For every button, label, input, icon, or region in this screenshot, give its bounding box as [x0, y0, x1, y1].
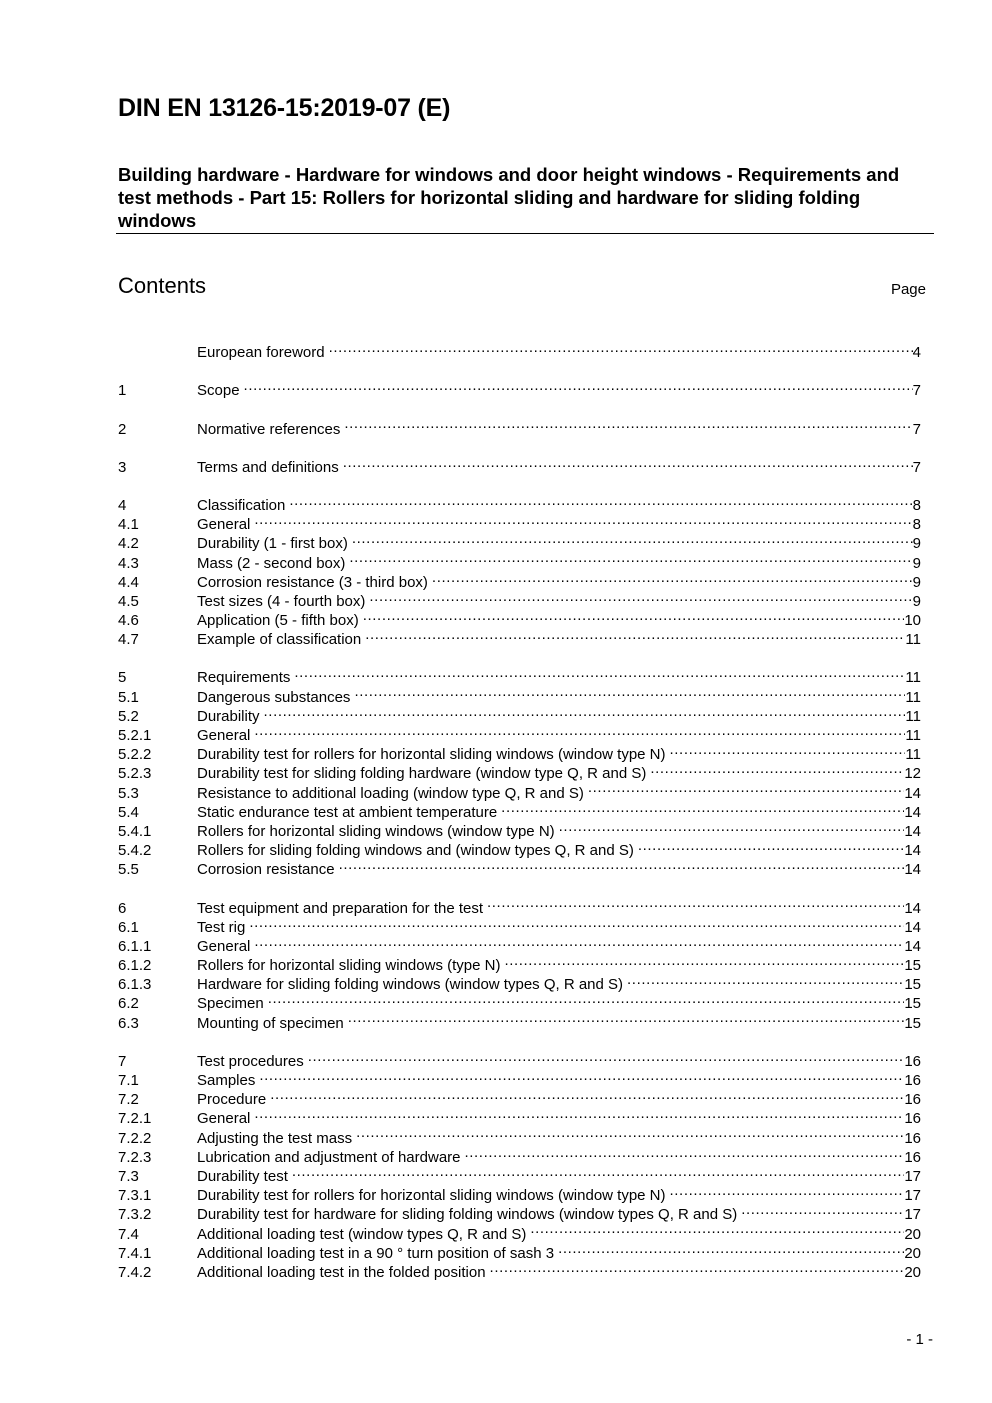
toc-entry-title: Rollers for horizontal sliding windows (window type N) — [197, 822, 555, 840]
toc-entry-title: Additional loading test in the folded position — [197, 1263, 486, 1281]
toc-entry-title: Classification — [197, 496, 286, 514]
toc-entry-number: 6.1.1 — [118, 937, 152, 955]
toc-entry-number: 5.3 — [118, 784, 139, 802]
document-title: Building hardware - Hardware for windows and door height windows - Requirements and test methods - Part 15: Rollers for horizontal sliding and hardware for sliding folding windows — [118, 164, 900, 231]
toc-entry-title: Durability — [197, 707, 260, 725]
toc-dot-leader — [349, 548, 912, 567]
toc-entry-title: Durability (1 - first box) — [197, 535, 348, 553]
toc-entry-title: Requirements — [197, 669, 291, 687]
toc-entry-page: 16 — [904, 1052, 921, 1070]
toc-entry-number: 7.2.2 — [118, 1129, 152, 1147]
toc-entry-number: 6.2 — [118, 995, 139, 1013]
toc-entry-title: General — [197, 727, 251, 744]
toc-dot-leader — [670, 1181, 905, 1200]
toc-entry[interactable] — [118, 1047, 921, 1070]
toc-entry-page: 17 — [904, 1187, 921, 1205]
toc-entry-page: 15 — [904, 957, 921, 975]
toc-dot-leader — [249, 913, 904, 932]
toc-entry-number: 5.2.3 — [118, 765, 152, 783]
toc-entry-title: European foreword — [197, 344, 325, 362]
toc-dot-leader — [264, 702, 906, 721]
toc-entry-number: 5.2 — [118, 707, 139, 725]
toc-entry-number: 7.3.2 — [118, 1206, 152, 1224]
toc-entry-title: Corrosion resistance (3 - third box) — [197, 573, 428, 591]
toc-entry-title: Additional loading test in a 90 ° turn position of sash 3 — [197, 1244, 555, 1262]
toc-dot-leader — [670, 740, 906, 759]
toc-entry-number: 7.3 — [118, 1167, 139, 1185]
toc-entry-page: 11 — [905, 688, 921, 706]
toc-entry-page: 16 — [904, 1148, 921, 1166]
title-divider — [116, 233, 934, 234]
toc-dot-leader — [352, 529, 913, 548]
toc-entry-title: Durability test for rollers for horizontal sliding windows (window type N) — [197, 1187, 666, 1205]
toc-entry-number: 6.3 — [118, 1014, 139, 1032]
toc-entry-page: 14 — [904, 784, 921, 802]
toc-dot-leader — [254, 1104, 904, 1123]
toc-entry[interactable] — [118, 338, 921, 362]
toc-entry[interactable] — [118, 663, 921, 687]
toc-entry-title: Durability test — [197, 1167, 288, 1185]
toc-dot-leader — [294, 663, 905, 682]
toc-entry-page: 12 — [904, 765, 921, 783]
toc-entry-title: Terms and definitions — [197, 458, 339, 476]
toc-entry-number: 2 — [118, 420, 127, 438]
toc-dot-leader — [490, 1258, 905, 1277]
toc-dot-leader — [254, 510, 912, 529]
toc-entry-number: 7.3.1 — [118, 1187, 152, 1205]
toc-entry-page: 7 — [912, 420, 921, 438]
toc-entry-page: 14 — [904, 803, 921, 821]
toc-entry-number: 5.4.1 — [118, 822, 152, 840]
toc-entry-title: Durability test for sliding folding hardware (window type Q, R and S) — [197, 765, 647, 783]
toc-dot-leader — [308, 1047, 905, 1066]
toc-dot-leader — [344, 414, 912, 433]
toc-entry-title: Additional loading test (window types Q, R and S) — [197, 1225, 527, 1243]
toc-entry-page: 16 — [904, 1129, 921, 1147]
toc-entry-number: 6.1 — [118, 918, 139, 936]
toc-entry-page: 20 — [904, 1263, 921, 1281]
toc-entry-title: Hardware for sliding folding windows (window types Q, R and S) — [197, 976, 624, 994]
toc-entry-title: Rollers for horizontal sliding windows (type N) — [197, 957, 501, 975]
toc-dot-leader — [339, 855, 905, 874]
toc-entry-page: 9 — [912, 554, 921, 572]
toc-entry-page: 20 — [904, 1225, 921, 1243]
toc-entry-page: 15 — [904, 995, 921, 1013]
toc-entry-title: General — [197, 937, 251, 955]
toc-entry-number: 4.6 — [118, 612, 139, 630]
toc-entry-page: 15 — [904, 976, 921, 994]
toc-entry-page: 9 — [912, 592, 921, 610]
toc-dot-leader — [558, 1239, 904, 1258]
toc-dot-leader — [638, 836, 904, 855]
toc-entry-page: 17 — [904, 1167, 921, 1185]
toc-entry[interactable] — [118, 376, 921, 400]
toc-entry[interactable] — [118, 491, 921, 514]
toc-entry[interactable] — [118, 453, 921, 476]
toc-entry-number: 6.1.3 — [118, 976, 152, 994]
toc-entry-number: 4.5 — [118, 592, 139, 610]
toc-entry-page: 17 — [904, 1206, 921, 1224]
toc-dot-leader — [254, 721, 905, 740]
toc-dot-leader — [487, 893, 904, 912]
toc-entry-number: 4.1 — [118, 516, 139, 534]
toc-entry-number: 7 — [118, 1052, 127, 1070]
toc-entry-page: 14 — [904, 937, 921, 955]
toc-entry-number: 4 — [118, 496, 127, 514]
toc-entry-page: 11 — [905, 727, 921, 744]
toc-entry-number: 5.2.2 — [118, 746, 152, 764]
toc-entry-title: Scope — [197, 382, 240, 400]
toc-dot-leader — [365, 625, 905, 644]
table-of-contents — [118, 338, 921, 1281]
toc-entry-number: 7.4.2 — [118, 1263, 152, 1281]
toc-entry-title: Mounting of specimen — [197, 1014, 344, 1032]
toc-entry-number: 5.2.1 — [118, 727, 152, 744]
toc-entry-number: 1 — [118, 382, 127, 400]
toc-entry-title: Specimen — [197, 995, 264, 1013]
toc-entry-title: Example of classification — [197, 631, 362, 649]
toc-entry-title: Test procedures — [197, 1052, 304, 1070]
toc-entry-title: Corrosion resistance — [197, 861, 335, 879]
toc-dot-leader — [501, 798, 904, 817]
toc-entry-page: 20 — [904, 1244, 921, 1262]
toc-dot-leader — [650, 759, 904, 778]
toc-entry-title: Test sizes (4 - fourth box) — [197, 592, 366, 610]
toc-entry-title: Normative references — [197, 420, 341, 438]
toc-entry-page: 14 — [904, 899, 921, 917]
toc-entry[interactable] — [118, 414, 921, 438]
toc-dot-leader — [530, 1219, 904, 1238]
toc-entry-title: Test equipment and preparation for the test — [197, 899, 484, 917]
toc-entry-title: Rollers for sliding folding windows and (window types Q, R and S) — [197, 842, 634, 860]
toc-entry-page: 11 — [905, 669, 921, 687]
toc-dot-leader — [363, 606, 905, 625]
toc-dot-leader — [369, 587, 912, 606]
toc-entry-number: 4.4 — [118, 573, 139, 591]
toc-dot-leader — [348, 1008, 905, 1027]
toc-dot-leader — [254, 932, 904, 951]
toc-entry[interactable] — [118, 893, 921, 917]
toc-entry-title: Resistance to additional loading (window type Q, R and S) — [197, 784, 584, 802]
toc-dot-leader — [741, 1200, 904, 1219]
toc-entry-title: General — [197, 1110, 251, 1128]
toc-entry-page: 11 — [905, 707, 921, 725]
toc-entry-number: 7.2.3 — [118, 1148, 152, 1166]
toc-entry-number: 4.3 — [118, 554, 139, 572]
toc-dot-leader — [356, 1123, 904, 1142]
toc-dot-leader — [268, 989, 905, 1008]
toc-entry-title: Durability test for hardware for sliding folding windows (window types Q, R and S) — [197, 1206, 738, 1224]
toc-entry-number: 5.4 — [118, 803, 139, 821]
toc-dot-leader — [504, 951, 904, 970]
toc-entry-page: 16 — [904, 1110, 921, 1128]
footer-page-number: - 1 - — [906, 1331, 933, 1348]
toc-entry-title: Dangerous substances — [197, 688, 351, 706]
toc-entry-number: 7.2 — [118, 1091, 139, 1109]
toc-dot-leader — [588, 778, 904, 797]
toc-dot-leader — [465, 1143, 905, 1162]
toc-entry-page: 11 — [905, 746, 921, 764]
toc-entry-number: 7.2.1 — [118, 1110, 152, 1128]
toc-entry-page: 14 — [904, 918, 921, 936]
toc-entry-number: 3 — [118, 458, 127, 476]
toc-entry-number: 5.1 — [118, 688, 139, 706]
toc-entry-number: 5.5 — [118, 861, 139, 879]
toc-entry-title: Mass (2 - second box) — [197, 554, 346, 572]
contents-heading: Contents — [118, 273, 207, 298]
toc-entry-number: 7.4 — [118, 1225, 139, 1243]
toc-entry-number: 5 — [118, 669, 127, 687]
toc-dot-leader — [292, 1162, 904, 1181]
toc-entry-title: Test rig — [197, 918, 246, 936]
document-id: DIN EN 13126-15:2019-07 (E) — [118, 94, 451, 122]
toc-dot-leader — [329, 338, 913, 357]
toc-dot-leader — [559, 817, 905, 836]
toc-dot-leader — [343, 453, 913, 472]
toc-entry-number: 4.2 — [118, 535, 139, 553]
toc-entry-page: 16 — [904, 1091, 921, 1109]
toc-entry-page: 7 — [912, 382, 921, 400]
toc-entry-number: 6 — [118, 899, 127, 917]
toc-entry-title: General — [197, 516, 251, 534]
toc-entry-page: 15 — [904, 1014, 921, 1032]
toc-entry-page: 14 — [904, 861, 921, 879]
page-column-heading: Page — [890, 281, 926, 298]
toc-entry-page: 4 — [912, 344, 921, 362]
toc-dot-leader — [289, 491, 912, 510]
toc-entry-number: 5.4.2 — [118, 842, 152, 860]
toc-entry-page: 10 — [904, 612, 921, 630]
toc-entry-title: Procedure — [197, 1091, 267, 1109]
toc-entry-title: Durability test for rollers for horizontal sliding windows (window type N) — [197, 746, 666, 764]
toc-entry-page: 9 — [912, 573, 921, 591]
toc-entry-title: Static endurance test at ambient temperature — [197, 803, 498, 821]
toc-entry-page: 9 — [912, 535, 921, 553]
toc-entry-number: 4.7 — [118, 631, 139, 649]
toc-entry-title: Samples — [197, 1072, 256, 1089]
toc-entry-page: 8 — [912, 516, 921, 534]
toc-entry-title: Adjusting the test mass — [197, 1129, 353, 1147]
toc-dot-leader — [270, 1085, 904, 1104]
toc-entry-page: 16 — [904, 1072, 921, 1089]
toc-entry-title: Lubrication and adjustment of hardware — [197, 1148, 461, 1166]
toc-entry-number: 7.1 — [118, 1072, 139, 1089]
toc-entry-page: 8 — [912, 496, 921, 514]
toc-entry-number: 6.1.2 — [118, 957, 152, 975]
toc-entry-number: 7.4.1 — [118, 1244, 152, 1262]
toc-entry-title: Application (5 - fifth box) — [197, 612, 359, 630]
toc-dot-leader — [627, 970, 904, 989]
toc-entry-page: 11 — [905, 631, 921, 649]
toc-dot-leader — [432, 568, 913, 587]
toc-dot-leader — [354, 682, 905, 701]
toc-entry-page: 14 — [904, 822, 921, 840]
toc-entry-page: 14 — [904, 842, 921, 860]
toc-dot-leader — [244, 376, 913, 395]
toc-entry-page: 7 — [912, 458, 921, 476]
toc-dot-leader — [259, 1066, 904, 1085]
